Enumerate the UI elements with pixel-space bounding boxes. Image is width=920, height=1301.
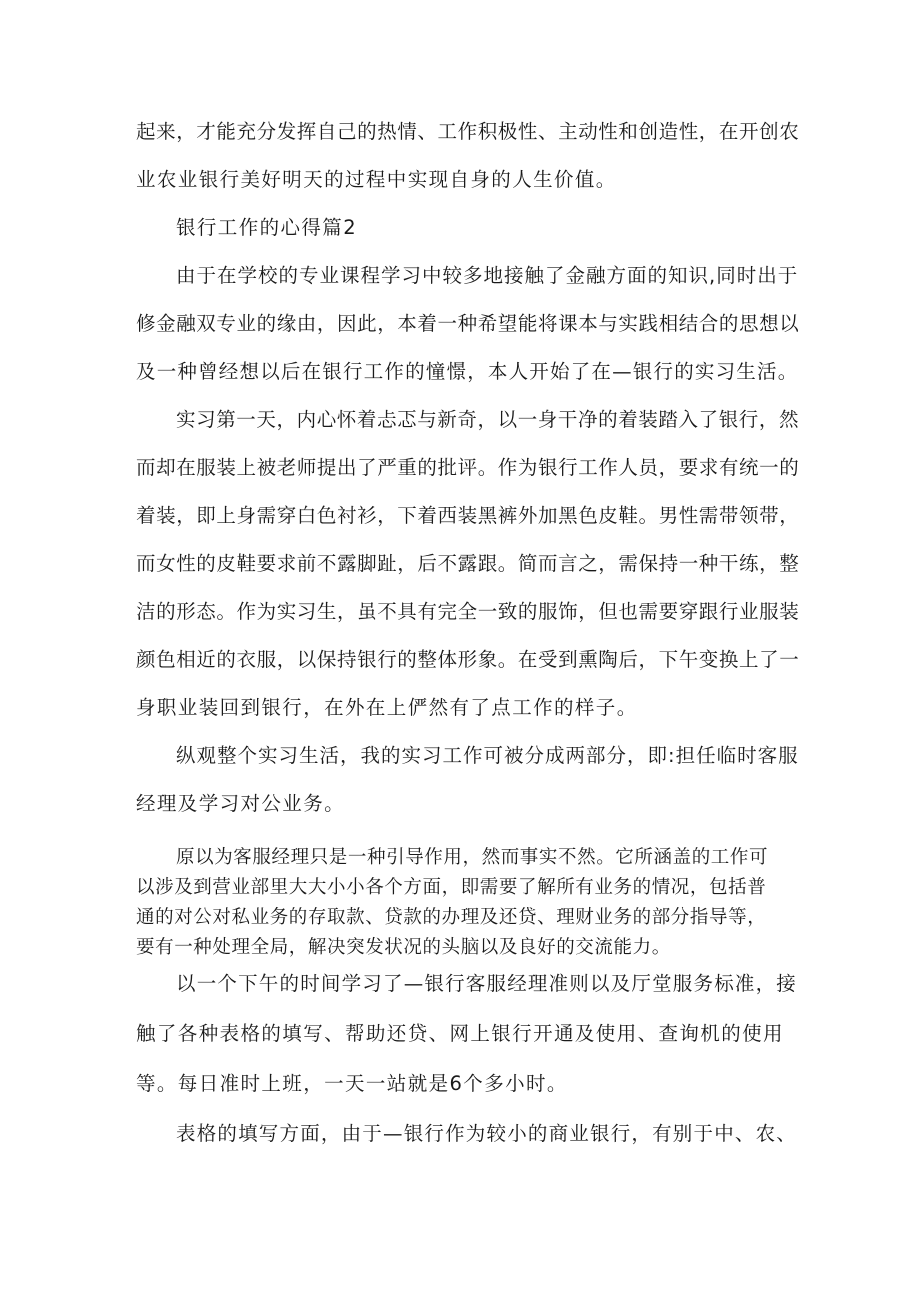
paragraph-line: 身职业装回到银行，在外在上俨然有了点工作的样子。 [136, 696, 638, 719]
paragraph-line: 表格的填写方面，由于—银行作为较小的商业银行，有别于中、农、 [176, 1122, 798, 1145]
paragraph-line: 及一种曾经想以后在银行工作的憧憬，本人开始了在—银行的实习生活。 [136, 360, 799, 383]
paragraph-line: 起来，才能充分发挥自己的热情、工作积极性、主动性和创造性，在开创农 [136, 120, 800, 143]
paragraph-line: 经理及学习对公业务。 [136, 792, 346, 815]
paragraph-line: 由于在学校的专业课程学习中较多地接触了金融方面的知识,同时出于 [176, 264, 799, 287]
paragraph-line: 以一个下午的时间学习了—银行客服经理准则以及厅堂服务标准，接 [176, 972, 798, 995]
paragraph-line: 等。每日准时上班，一天一站就是6个多小时。 [136, 1072, 568, 1095]
paragraph-line: 通的对公对私业务的存取款、贷款的办理及还贷、理财业务的部分指导等， [136, 907, 767, 928]
section-heading: 银行工作的心得篇2 [176, 216, 358, 239]
paragraph-line: 业农业银行美好明天的过程中实现自身的人生价值。 [136, 168, 617, 191]
paragraph-line: 要有一种处理全局，解决突发状况的头脑以及良好的交流能力。 [136, 937, 671, 958]
paragraph-line: 纵观整个实习生活，我的实习工作可被分成两部分，即:担任临时客服 [176, 744, 799, 767]
paragraph-line: 洁的形态。作为实习生，虽不具有完全一致的服饰，但也需要穿跟行业服装 [136, 600, 800, 623]
paragraph-line: 实习第一天，内心怀着忐忑与新奇，以一身干净的着装踏入了银行，然 [176, 408, 800, 431]
paragraph-line: 而女性的皮鞋要求前不露脚趾，后不露跟。简而言之，需保持一种干练，整 [136, 552, 800, 575]
paragraph-line: 颜色相近的衣服，以保持银行的整体形象。在受到熏陶后，下午变换上了一 [136, 648, 800, 671]
paragraph-line: 原以为客服经理只是一种引导作用，然而事实不然。它所涵盖的工作可 [176, 847, 769, 868]
paragraph-line: 触了各种表格的填写、帮助还贷、网上银行开通及使用、查询机的使用 [136, 1022, 784, 1045]
paragraph-line: 着装，即上身需穿白色衬衫，下着西装黑裤外加黑色皮鞋。男性需带领带， [136, 504, 800, 527]
paragraph-line: 修金融双专业的缘由，因此，本着一种希望能将课本与实践相结合的思想以 [136, 312, 800, 335]
paragraph-line: 以涉及到营业部里大大小小各个方面，即需要了解所有业务的情况，包括普 [136, 877, 767, 898]
paragraph-line: 而却在服装上被老师提出了严重的批评。作为银行工作人员，要求有统一的 [136, 456, 800, 479]
